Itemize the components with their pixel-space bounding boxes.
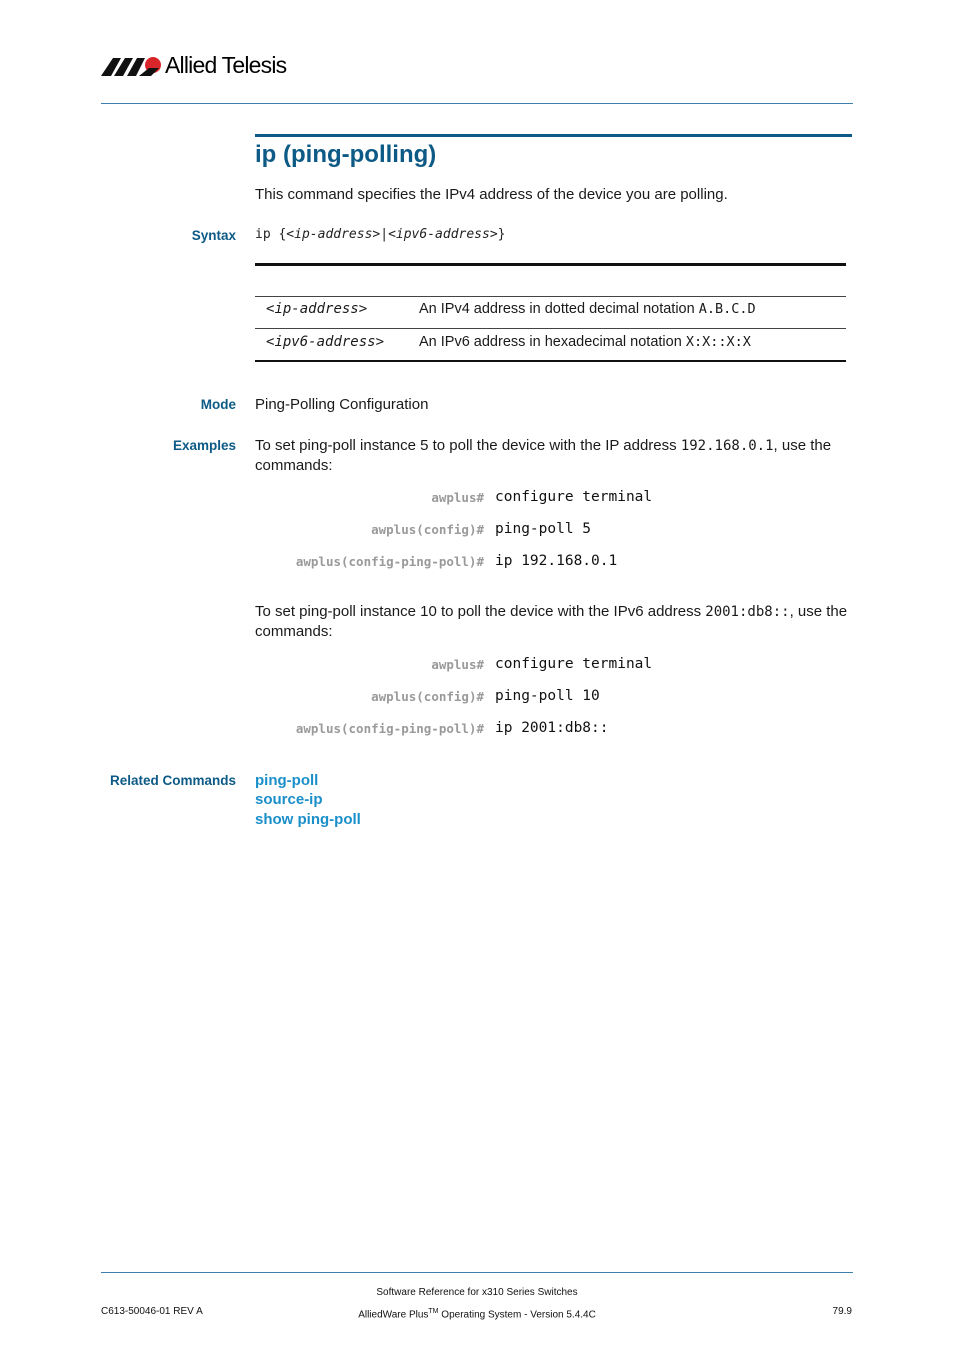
param-format: A.B.C.D [698, 301, 756, 317]
footer-rule [101, 1272, 853, 1273]
cli-prompt: awplus(config-ping-poll)# [295, 721, 484, 736]
table-top-rule [255, 263, 846, 266]
table-row-param [266, 332, 384, 352]
cli-prompt: awplus# [431, 490, 484, 505]
footer-page-number: 79.9 [832, 1306, 852, 1317]
os-name: AlliedWare Plus [358, 1309, 429, 1321]
related-commands-label: Related Commands [109, 773, 236, 788]
param-description: An IPv4 address in dotted decimal notation [419, 301, 699, 317]
examples-label: Examples [172, 438, 236, 453]
cli-prompt: awplus# [431, 657, 484, 672]
cli-command: ping-poll 5 [495, 521, 592, 537]
cli-prompt: awplus(config)# [371, 522, 484, 537]
cli-prompt: awplus(config-ping-poll)# [295, 554, 484, 569]
param-format: X:X::X:X [685, 334, 751, 350]
cli-command: ip 2001:db8:: [495, 720, 609, 736]
intro-text: , use the commands: [255, 603, 848, 640]
footer-os-version [0, 1305, 954, 1322]
syntax-param-ipv6-address: ipv6-address [395, 227, 490, 242]
allied-telesis-logo [101, 50, 301, 82]
intro-address: 192.168.0.1 [680, 438, 774, 454]
command-description: This command specifies the IPv4 address of the device you are polling. [255, 186, 728, 203]
cli-command: ip 192.168.0.1 [495, 553, 618, 569]
syntax-close: >} [489, 227, 506, 242]
footer-doc-title: Software Reference for x310 Series Switches [376, 1287, 578, 1298]
related-link-source-ip[interactable]: source-ip [255, 791, 323, 808]
example-intro-1 [255, 436, 850, 476]
footer-doc-id: C613-50046-01 REV A [101, 1306, 203, 1317]
logo-mark-icon [101, 54, 163, 80]
cli-prompt: awplus(config)# [371, 689, 484, 704]
header-rule [101, 103, 853, 104]
param-name: ip-address [274, 301, 359, 317]
intro-text: , use the commands: [255, 437, 832, 474]
trademark: TM [428, 1308, 439, 1315]
page-title: ip (ping-polling) [255, 141, 437, 168]
intro-text: To set ping-poll instance 5 to poll the device with the IP address [255, 437, 681, 454]
table-bottom-rule [255, 360, 846, 362]
syntax-label: Syntax [191, 228, 236, 243]
example-intro-2 [255, 602, 850, 642]
related-link-show-ping-poll[interactable]: show ping-poll [255, 811, 361, 828]
mode-value: Ping-Polling Configuration [255, 396, 429, 413]
table-header-rule [255, 296, 846, 297]
intro-text: To set ping-poll instance 10 to poll the device with the IPv6 address [255, 603, 706, 620]
param-name: ipv6-address [274, 334, 376, 350]
table-row-param [266, 299, 367, 319]
mode-label: Mode [200, 397, 236, 412]
param-bracket: < [266, 301, 275, 317]
param-description: An IPv6 address in hexadecimal notation [419, 334, 686, 350]
table-row-desc [419, 332, 751, 352]
syntax-open: {< [278, 227, 295, 242]
param-bracket: < [266, 334, 275, 350]
related-link-ping-poll[interactable]: ping-poll [255, 772, 319, 789]
syntax-line [255, 226, 505, 244]
table-row-desc [419, 299, 756, 319]
logo-wordmark: Allied Telesis [165, 52, 287, 78]
title-rule [255, 134, 852, 137]
os-version: Operating System - Version 5.4.4C [438, 1309, 596, 1321]
param-bracket: > [358, 301, 368, 317]
intro-address: 2001:db8:: [705, 604, 790, 620]
param-bracket: > [375, 334, 385, 350]
syntax-command: ip [255, 227, 271, 242]
syntax-separator: >|< [372, 227, 396, 242]
syntax-param-ip-address: ip-address [294, 227, 373, 242]
table-row-rule [255, 328, 846, 329]
cli-command: configure terminal [495, 656, 653, 672]
cli-command: ping-poll 10 [495, 688, 600, 704]
cli-command: configure terminal [495, 489, 653, 505]
